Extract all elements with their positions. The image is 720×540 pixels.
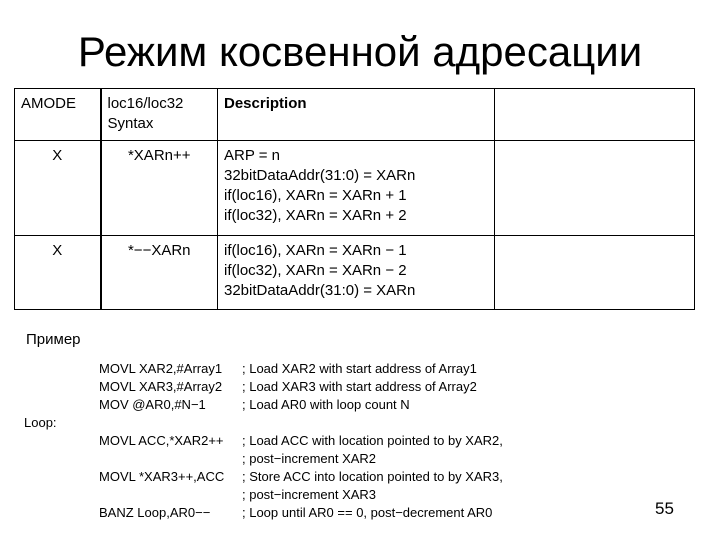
cell-amode: X (15, 236, 101, 310)
example-label: Пример (26, 331, 81, 348)
cell-empty (495, 141, 695, 236)
header-amode: AMODE (15, 89, 101, 141)
code-comment: ; Load AR0 with loop count N (242, 397, 410, 412)
description-line: 32bitDataAddr(31:0) = XARn (224, 282, 416, 299)
description-line: ARP = n (224, 147, 281, 164)
cell-syntax: *−−XARn (101, 236, 218, 310)
code-comment: ; Loop until AR0 == 0, post−decrement AR0 (242, 505, 493, 520)
code-instruction: MOVL ACC,*XAR2++ (99, 433, 224, 448)
page-number: 55 (655, 499, 674, 518)
addressing-table (14, 88, 695, 310)
cell-description (218, 141, 495, 236)
code-instruction: BANZ Loop,AR0−− (99, 505, 211, 520)
code-label: Loop: (24, 415, 57, 430)
cell-empty (495, 236, 695, 310)
description-line: if(loc16), XARn = XARn − 1 (224, 242, 407, 259)
table-row (15, 236, 695, 310)
cell-description (218, 236, 495, 310)
code-comment: ; Store ACC into location pointed to by XAR3, (242, 469, 503, 484)
code-comment: ; Load ACC with location pointed to by XAR2, (242, 433, 503, 448)
code-comment: ; Load XAR3 with start address of Array2 (242, 379, 477, 394)
description-line: if(loc16), XARn = XARn + 1 (224, 187, 407, 204)
header-empty (495, 89, 695, 141)
description-line: if(loc32), XARn = XARn − 2 (224, 262, 407, 279)
cell-syntax: *XARn++ (101, 141, 218, 236)
code-comment: ; Load XAR2 with start address of Array1 (242, 361, 477, 376)
header-syntax-line: Syntax (107, 115, 154, 132)
code-instruction: MOVL XAR3,#Array2 (99, 379, 223, 394)
slide-title: Режим косвенной адресации (77, 28, 643, 75)
code-instruction: MOV @AR0,#N−1 (99, 397, 206, 412)
header-syntax (101, 89, 218, 141)
description-line: if(loc32), XARn = XARn + 2 (224, 207, 407, 224)
code-comment: ; post−increment XAR2 (242, 451, 377, 466)
code-comment: ; post−increment XAR3 (242, 487, 377, 502)
table-row (15, 141, 695, 236)
header-syntax-line: loc16/loc32 (107, 95, 184, 112)
code-instruction: MOVL *XAR3++,ACC (99, 469, 225, 484)
table-header-row (15, 89, 695, 141)
cell-amode: X (15, 141, 101, 236)
header-description: Description (218, 89, 495, 141)
code-instruction: MOVL XAR2,#Array1 (99, 361, 223, 376)
description-line: 32bitDataAddr(31:0) = XARn (224, 167, 416, 184)
